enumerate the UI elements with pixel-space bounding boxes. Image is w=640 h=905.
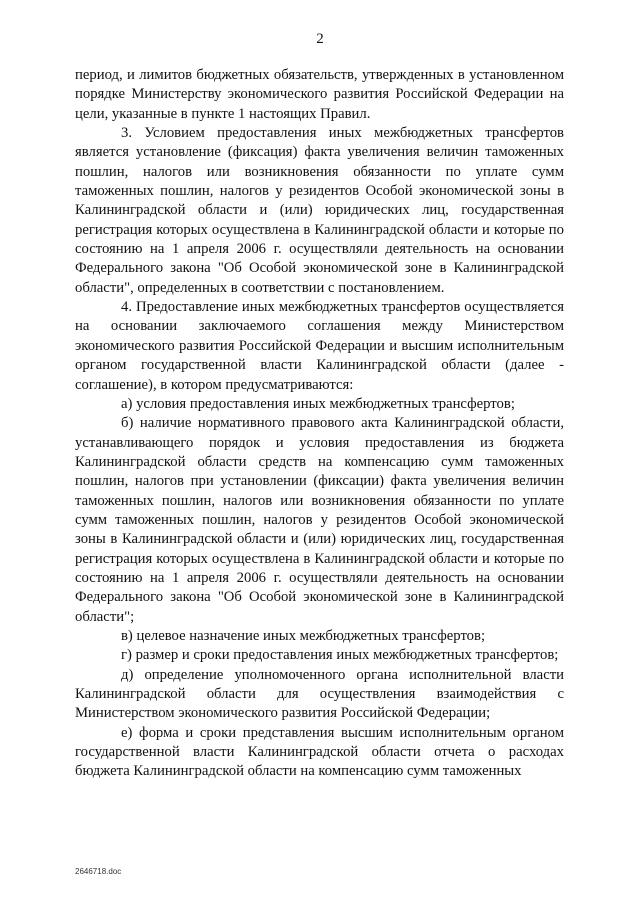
- paragraph-item-3: 3. Условием предоставления иных межбюджетных трансфертов является установление (фиксация) факта увеличения величин таможенных пошлин, налогов или возникновения обязанности по уплате сумм таможенных пошлин, налогов у резидентов Особой экономической зоны в Калининградской области и (или) юридических лиц, государственная регистрация которых осуществлена в Калининградской области и которые по состоянию на 1 апреля 2006 г. осуществляли деятельность на основании Федерального закона "Об Особой экономической зоне в Калининградской области", определенных в соответствии с постановлением.: [75, 125, 564, 296]
- document-body: [75, 66, 564, 782]
- paragraph-item-4: 4. Предоставление иных межбюджетных трансфертов осуществляется на основании заключаемого соглашения между Министерством экономического развития Российской Федерации и высшим исполнительным органом государственной власти Калининградской области (далее - соглашение), в котором предусматриваются:: [75, 299, 564, 393]
- paragraph-continuation: период, и лимитов бюджетных обязательств, утвержденных в установленном порядке Министерству экономического развития Российской Федерации на цели, указанные в пункте 1 настоящих Правил.: [75, 67, 564, 122]
- list-item-g: г) размер и сроки предоставления иных межбюджетных трансфертов;: [121, 647, 559, 664]
- list-item-d: д) определение уполномоченного органа исполнительной власти Калининградской области для осуществления взаимодействия с Министерством экономического развития Российской Федерации;: [75, 666, 564, 722]
- list-item-b: б) наличие нормативного правового акта Калининградской области, устанавливающего порядок и условия предоставления из бюджета Калининградской области средств на компенсацию сумм таможенных пошлин, налогов при установлении (фиксации) факта увеличения величин таможенных пошлин, налогов или возникновения обязанности по уплате сумм таможенных пошлин, налогов у резидентов Особой экономической зоны в Калининградской области и (или) юридических лиц, государственная регистрация которых осуществлена в Калининградской области и которые по состоянию на 1 апреля 2006 г. осуществляли деятельность на основании Федерального закона "Об Особой экономической зоне в Калининградской области";: [75, 415, 564, 625]
- page-number: 2: [316, 31, 324, 47]
- list-item-a: а) условия предоставления иных межбюджетных трансфертов;: [121, 395, 515, 412]
- list-item-e: е) форма и сроки представления высшим исполнительным органом государственной власти Калининградской области отчета о расходах бюджета Калининградской области на компенсацию сумм таможенных: [75, 724, 564, 780]
- list-item-v: в) целевое назначение иных межбюджетных трансфертов;: [121, 627, 486, 644]
- footer-filename: 2646718.doc: [75, 867, 122, 876]
